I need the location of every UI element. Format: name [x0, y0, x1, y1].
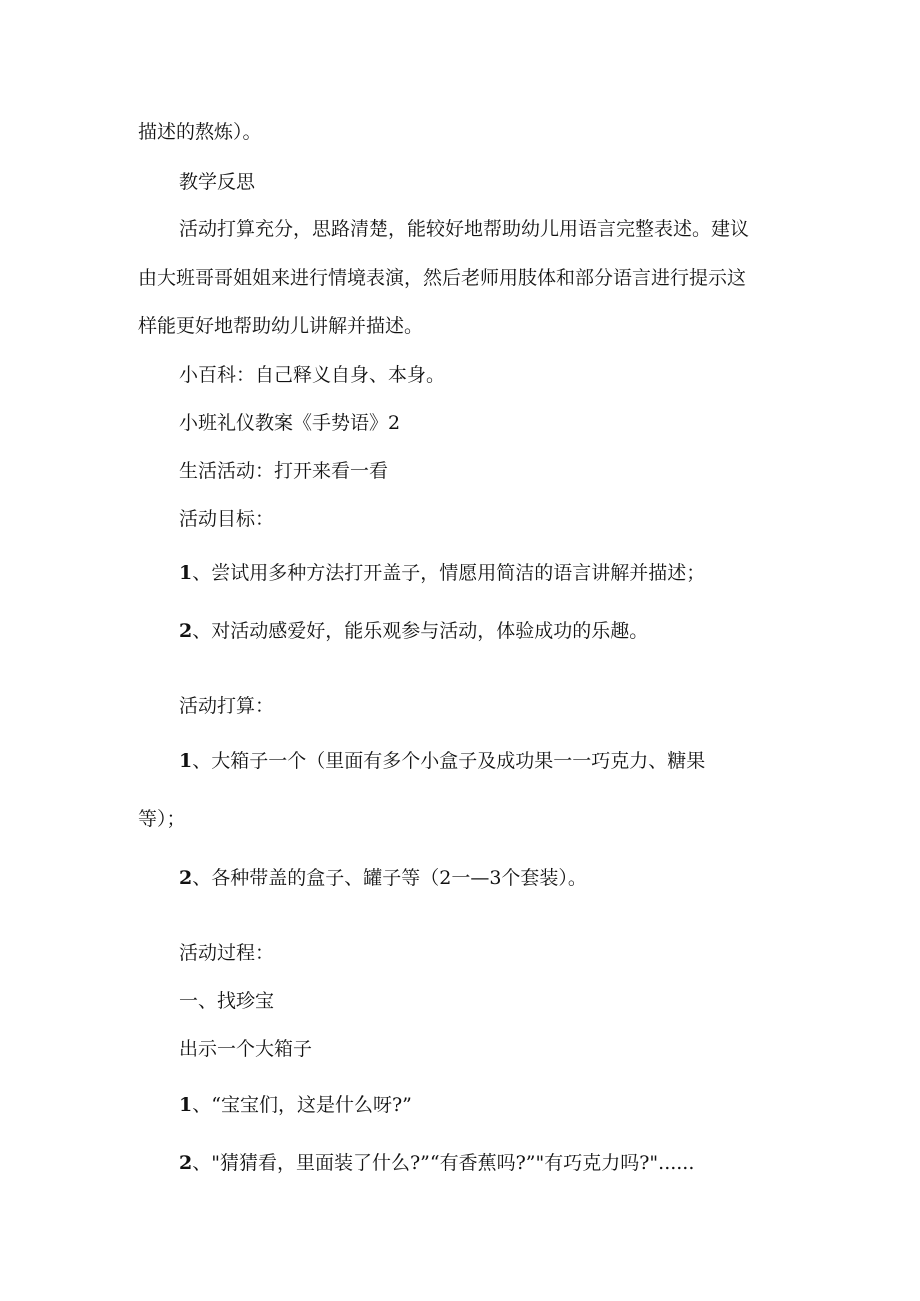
list-item — [179, 561, 705, 585]
section-heading-reflection: 教学反思 — [179, 171, 256, 193]
text-line: 一、找珍宝 — [179, 990, 275, 1012]
list-number: 2 — [179, 620, 193, 642]
text-line: 样能更好地帮助幼儿讲解并描述。 — [138, 315, 424, 337]
text-line: 小百科：自己释义自身、本身。 — [179, 364, 446, 386]
list-number: 1 — [179, 750, 193, 772]
list-item-text: 、尝试用多种方法打开盖子，情愿用简洁的语言讲解并描述； — [192, 562, 706, 584]
list-item-text: 、大箱子一个（里面有多个小盒子及成功果一一巧克力、糖果 — [192, 750, 706, 772]
list-number: 2 — [179, 1152, 193, 1174]
section-heading-preparation: 活动打算： — [179, 695, 275, 717]
text-line: 描述的熬炼）。 — [138, 121, 262, 143]
list-number: 1 — [179, 1094, 193, 1116]
list-item-text: 、各种带盖的盒子、罐子等（2一—3个套装）。 — [192, 867, 587, 889]
text-line: 等）； — [138, 808, 186, 830]
list-item-text: 、“宝宝们，这是什么呀?” — [192, 1094, 412, 1116]
list-item — [179, 1093, 412, 1117]
list-item — [179, 749, 705, 773]
document-title: 小班礼仪教案《手势语》2 — [179, 412, 401, 434]
section-heading-process: 活动过程： — [179, 942, 275, 964]
list-item — [179, 866, 587, 890]
text-line: 生活活动：打开来看一看 — [179, 460, 389, 482]
list-item-text: 、"猜猜看，里面装了什么?”“有香蕉吗?”"有巧克力吗?"...... — [192, 1152, 695, 1174]
section-heading-goals: 活动目标： — [179, 508, 275, 530]
text-line: 由大班哥哥姐姐来进行情境表演，然后老师用肢体和部分语言进行提示这 — [138, 267, 747, 289]
list-number: 2 — [179, 867, 193, 889]
list-number: 1 — [179, 562, 193, 584]
list-item — [179, 1151, 694, 1175]
list-item — [179, 619, 648, 643]
list-item-text: 、对活动感爱好，能乐观参与活动，体验成功的乐趣。 — [192, 620, 649, 642]
text-line: 活动打算充分，思路清楚，能较好地帮助幼儿用语言完整表述。建议 — [179, 218, 750, 240]
text-line: 出示一个大箱子 — [179, 1038, 313, 1060]
